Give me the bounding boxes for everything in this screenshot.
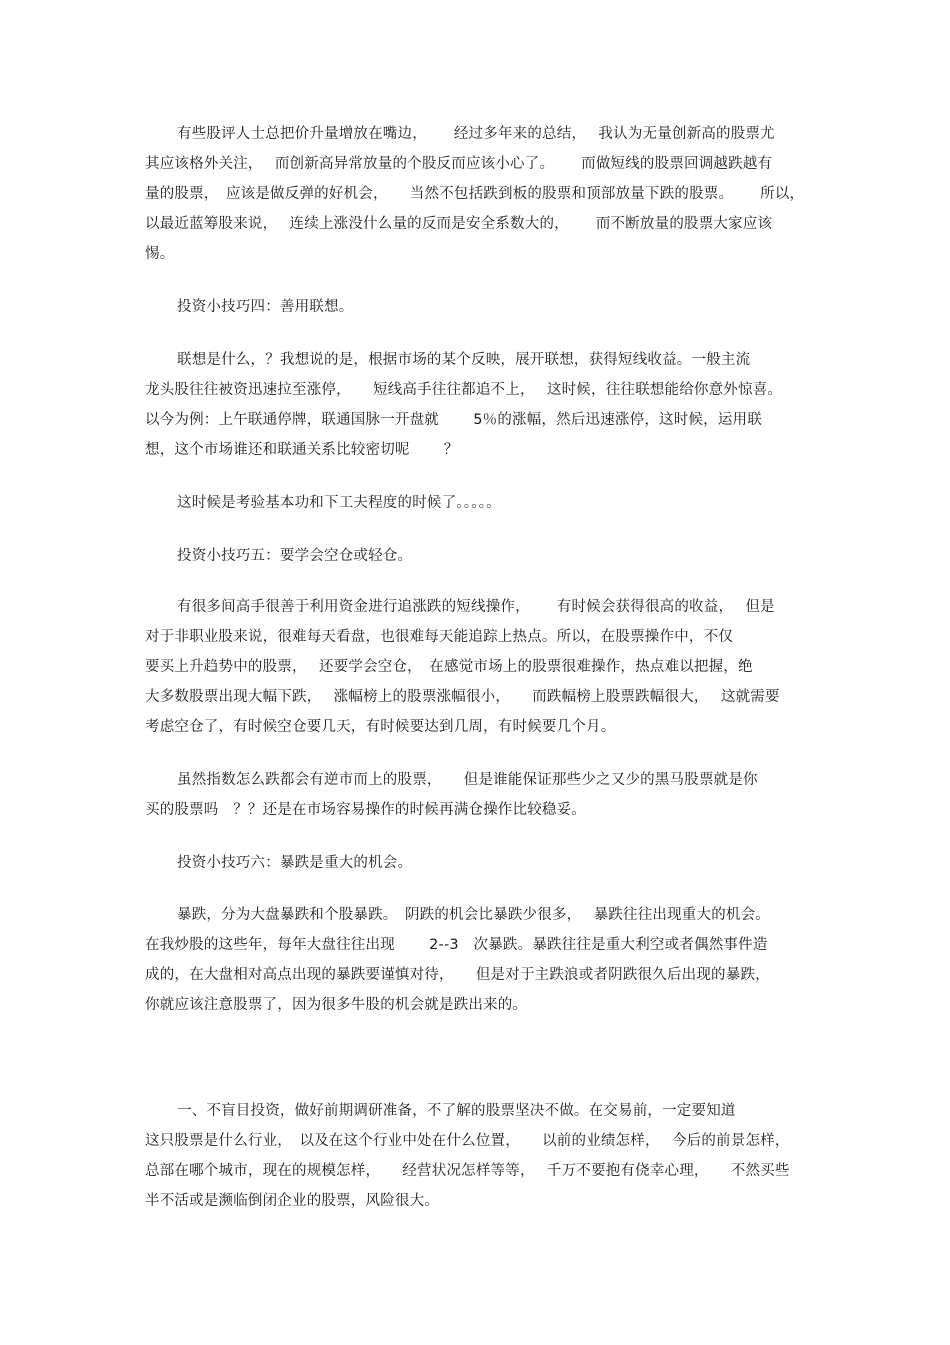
section-heading: 投资小技巧五：要学会空仓或轻仓。: [177, 548, 413, 564]
section-heading: 投资小技巧六：暴跌是重大的机会。: [177, 855, 413, 871]
paragraph-line: 有些股评人士总把价升量增放在嘴边， 经过多年来的总结， 我认为无量创新高的股票尤: [177, 126, 775, 142]
paragraph-line: 惕。: [145, 246, 175, 262]
paragraph-line: 这只股票是什么行业， 以及在这个行业中处在什么位置， 以前的业绩怎样， 今后的前景怎样，: [145, 1133, 790, 1149]
paragraph-line: 其应该格外关注， 而创新高异常放量的个股反而应该小心了。 而做短线的股票回调越跌越有: [145, 156, 773, 172]
paragraph-line: 总部在哪个城市，现在的规模怎样， 经营状况怎样等等， 千万不要抱有侥幸心理， 不然买些: [145, 1163, 790, 1179]
paragraph-line: 对于非职业股来说，很难每天看盘，也很难每天能追踪上热点。所以，在股票操作中，不仅: [145, 629, 733, 645]
paragraph-line: 在我炒股的这些年，每年大盘往往出现 2--3 次暴跌。暴跌往往是重大利空或者偶然事件造: [145, 937, 768, 953]
paragraph-line: 虽然指数怎么跌都会有逆市而上的股票， 但是谁能保证那些少之又少的黑马股票就是你: [177, 772, 758, 788]
paragraph-line: 以最近蓝筹股来说， 连续上涨没什么量的反而是安全系数大的， 而不断放量的股票大家应该: [145, 216, 773, 232]
paragraph-line: 有很多间高手很善于利用资金进行追涨跌的短线操作， 有时候会获得很高的收益， 但是: [177, 599, 775, 615]
paragraph-line: 买的股票吗 ？？还是在市场容易操作的时候再满仓操作比较稳妥。: [145, 802, 586, 818]
paragraph-line: 龙头股往往被资迅速拉至涨停， 短线高手往往都追不上， 这时候，往往联想能给你意外惊喜。: [145, 382, 783, 398]
paragraph-line: 一、不盲目投资，做好前期调研准备，不了解的股票坚决不做。在交易前，一定要知道: [177, 1103, 736, 1119]
paragraph-line: 想，这个市场谁还和联通关系比较密切呢 ？: [145, 442, 459, 458]
paragraph-line: 这时候是考验基本功和下工夫程度的时候了。。。。。: [177, 495, 501, 511]
paragraph-line: 量的股票， 应该是做反弹的好机会， 当然不包括跌到板的股票和顶部放量下跌的股票。 所以，: [145, 186, 805, 202]
paragraph-line: 以今为例：上午联通停牌，联通国脉一开盘就 5％的涨幅，然后迅速涨停，这时候，运用联: [145, 412, 762, 428]
paragraph-line: 你就应该注意股票了，因为很多牛股的机会就是跌出来的。: [145, 997, 528, 1013]
paragraph-line: 半不活或是濒临倒闭企业的股票，风险很大。: [145, 1193, 439, 1209]
section-heading: 投资小技巧四：善用联想。: [177, 299, 354, 315]
paragraph-line: 要买上升趋势中的股票， 还要学会空仓， 在感觉市场上的股票很难操作，热点难以把握，绝: [145, 659, 753, 675]
paragraph-line: 联想是什么，？我想说的是，根据市场的某个反映，展开联想，获得短线收益。一般主流: [177, 352, 751, 368]
paragraph-line: 成的，在大盘相对高点出现的暴跌要谨慎对待， 但是对于主跌浪或者阴跌很久后出现的暴跌，: [145, 967, 770, 983]
paragraph-line: 大多数股票出现大幅下跌， 涨幅榜上的股票涨幅很小， 而跌幅榜上股票跌幅很大， 这就需要: [145, 689, 780, 705]
paragraph-line: 暴跌，分为大盘暴跌和个股暴跌。 阴跌的机会比暴跌少很多， 暴跌往往出现重大的机会。: [177, 907, 771, 923]
paragraph-line: 考虑空仓了，有时候空仓要几天，有时候要达到几周，有时候要几个月。: [145, 719, 616, 735]
